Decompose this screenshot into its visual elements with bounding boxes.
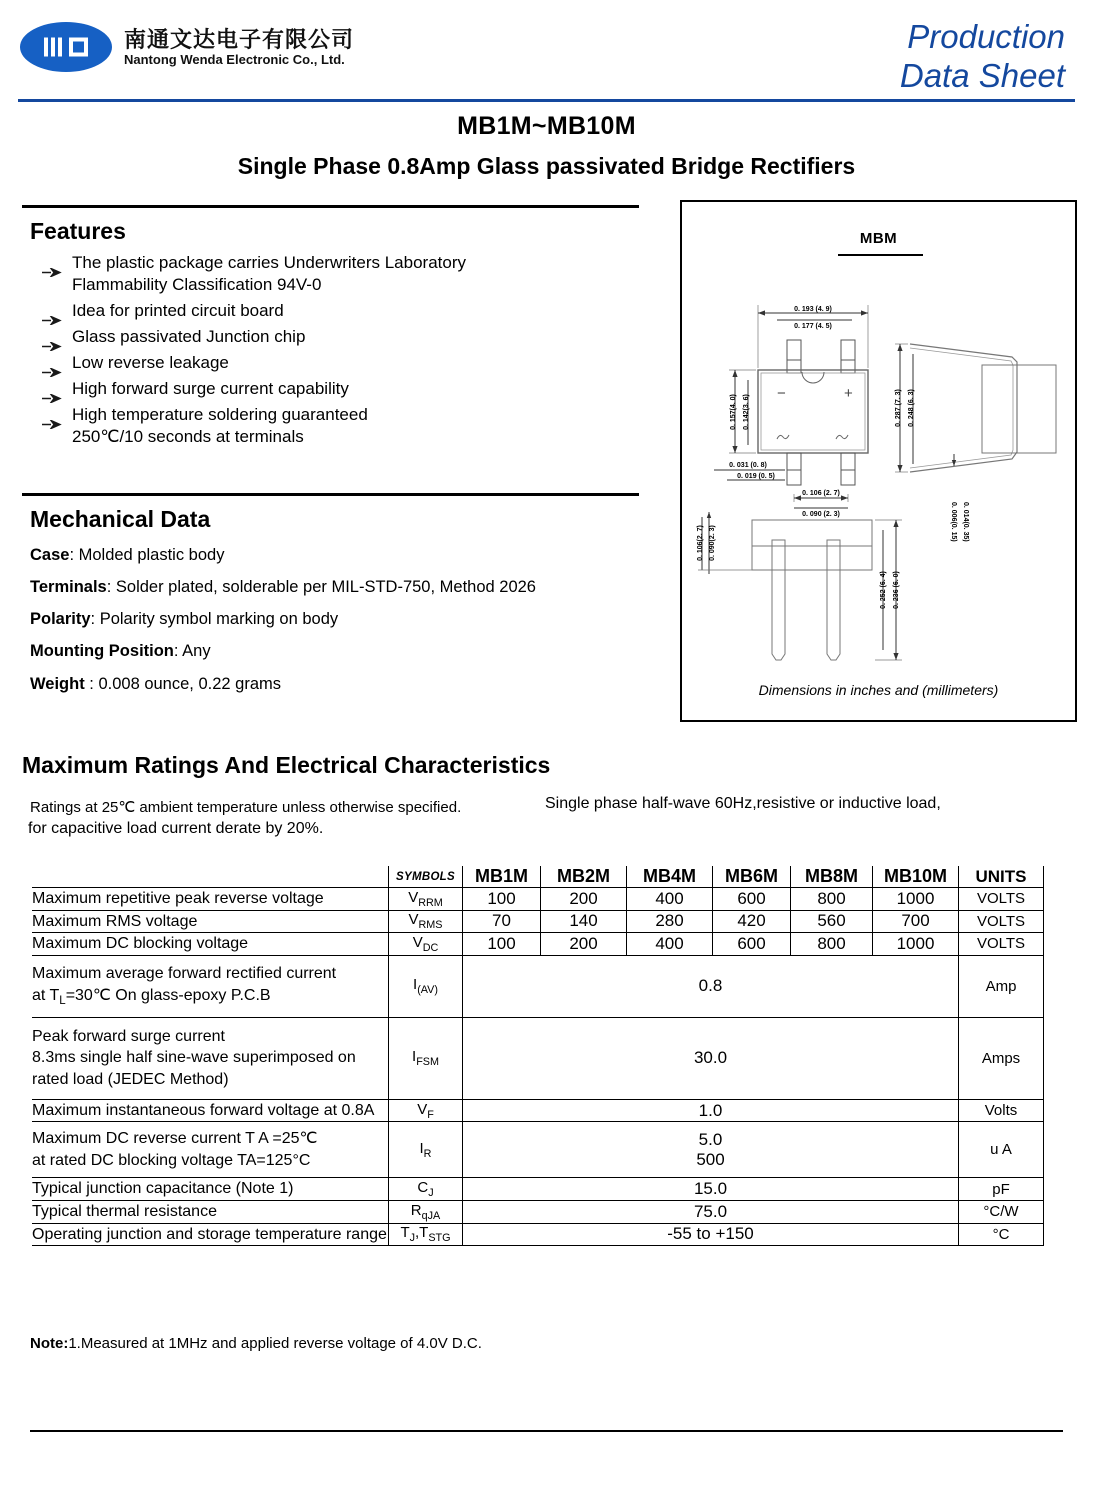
dim-height-max: 0. 157(4. 0) [730, 394, 737, 430]
mech-row [30, 539, 642, 571]
list-item-continuation [42, 425, 642, 450]
mech-label: Mounting Position [30, 642, 174, 661]
mech-value: : Any [173, 642, 211, 661]
row-value: 200 [541, 888, 627, 911]
row-description: Typical junction capacitance (Note 1) [32, 1178, 389, 1201]
footer-divider [30, 1430, 1063, 1432]
row-value: 800 [791, 888, 873, 911]
row-value: 420 [713, 910, 791, 933]
row-symbol: $C_J$ [389, 1178, 463, 1201]
row-value-span: 15.0 [463, 1178, 959, 1201]
row-value: 100 [463, 933, 541, 956]
row-symbol: $I_{(AV)}$ [389, 955, 463, 1017]
feature-text: Glass passivated Junction chip [72, 326, 306, 346]
arrow-bullet-icon [42, 412, 64, 421]
row-description: Operating junction and storage temperature range [32, 1223, 389, 1246]
footnote-text: 1.Measured at 1MHz and applied reverse voltage of 4.0V D.C. [68, 1335, 482, 1352]
ratings-note-c: for capacitive load current derate by 20%. [28, 820, 324, 837]
row-unit: VOLTS [959, 888, 1044, 911]
mechanical-heading: Mechanical Data [30, 505, 211, 532]
feature-text: High forward surge current capability [72, 378, 349, 398]
row-unit: Amps [959, 1017, 1044, 1099]
row-description: Maximum RMS voltage [32, 910, 389, 933]
row-value: 280 [627, 910, 713, 933]
arrow-bullet-icon [42, 260, 64, 269]
row-value-span: 30.0 [463, 1017, 959, 1099]
row-value-line1: 5.0 [698, 1129, 723, 1149]
row-description: Maximum repetitive peak reverse voltage [32, 888, 389, 911]
row-value: 800 [791, 933, 873, 956]
footnote [30, 1335, 482, 1352]
row-description-line2: at $T_L=30℃$ On glass-epoxy P.C.B [32, 986, 271, 1007]
footnote-label: Note: [30, 1335, 69, 1352]
row-description-line3: rated load (JEDEC Method) [32, 1071, 229, 1089]
document-type-line2: Data Sheet [899, 56, 1065, 94]
arrow-bullet-icon [42, 386, 64, 395]
product-subtitle: Single Phase 0.8Amp Glass passivated Bridge Rectifiers [237, 153, 856, 179]
dimensions-caption: Dimensions in inches and (millimeters) [758, 682, 999, 698]
list-item [42, 377, 642, 402]
row-symbol: $T_J,T_{STG}$ [389, 1223, 463, 1246]
left-content-column [22, 205, 642, 700]
feature-text: Low reverse leakage [72, 352, 229, 372]
dim-lead-thk-min: 0. 019 (0. 5) [737, 473, 775, 480]
dim-height-min: 0. 142(3. 6) [743, 394, 750, 430]
mechanical-top-rule [22, 493, 639, 496]
row-symbol: $R_{qJA}$ [389, 1200, 463, 1223]
feature-text-cont: Flammability Classification 94V-0 [72, 274, 322, 294]
ratings-note-b: Single phase half-wave 60Hz,resistive or inductive load, [545, 795, 941, 812]
column-header-part: MB6M [713, 866, 791, 888]
dim-foil-min: 0. 006(0. 15) [950, 502, 957, 542]
wd-logo-icon [20, 22, 112, 72]
row-value: 100 [463, 888, 541, 911]
table-row [32, 1200, 1044, 1223]
row-symbol: $I_R$ [389, 1122, 463, 1178]
mech-row [30, 635, 642, 667]
table-row [32, 1122, 1044, 1178]
table-header-row [32, 866, 1044, 888]
row-value: 600 [713, 933, 791, 956]
package-outline-drawing [680, 200, 1077, 722]
dim-side-h-min: 0. 248 (6. 3) [908, 389, 915, 427]
dim-lead-thk-max: 0. 031 (0. 8) [729, 462, 767, 469]
feature-text: The plastic package carries Underwriters Laboratory [72, 253, 467, 272]
column-header-part: MB2M [541, 866, 627, 888]
mech-row [30, 571, 642, 603]
arrow-bullet-icon [42, 360, 64, 369]
row-description: Maximum instantaneous forward voltage at 0.8A [32, 1099, 389, 1122]
row-symbol: $V_{DC}$ [389, 933, 463, 956]
row-description-line2: 8.3ms single half sine-wave superimposed on [32, 1049, 356, 1067]
header-divider [18, 99, 1075, 102]
dim-lead-w-min: 0. 090 (2. 3) [802, 511, 840, 518]
row-unit: pF [959, 1178, 1044, 1201]
column-header-part: MB10M [873, 866, 959, 888]
mech-row [30, 668, 642, 700]
table-row [32, 1017, 1044, 1099]
row-unit: u A [959, 1122, 1044, 1178]
arrow-bullet-icon [42, 334, 64, 343]
table-row [32, 933, 1044, 956]
features-heading: Features [30, 218, 126, 244]
column-header-part: MB1M [463, 866, 541, 888]
mech-value: : 0.008 ounce, 0.22 grams [84, 674, 281, 693]
row-unit: Amp [959, 955, 1044, 1017]
dim-width-min: 0. 177 (4. 5) [794, 323, 832, 330]
row-value-span: 75.0 [463, 1200, 959, 1223]
column-header-units: UNITS [959, 866, 1044, 888]
row-value-span [463, 1122, 959, 1178]
mech-label: Weight [30, 674, 85, 693]
row-unit: °C/W [959, 1200, 1044, 1223]
dim-side-h-max: 0. 287 (7. 3) [895, 389, 902, 427]
page-header [0, 0, 1093, 100]
row-description-line1: Peak forward surge current [32, 1027, 225, 1045]
table-row [32, 955, 1044, 1017]
mechanical-data-section [22, 506, 642, 700]
ratings-heading: Maximum Ratings And Electrical Characteristics [22, 752, 551, 778]
list-item [42, 325, 642, 350]
row-description: Typical thermal resistance [32, 1200, 389, 1223]
list-item-continuation [42, 273, 642, 298]
table-row [32, 888, 1044, 911]
feature-text: Idea for printed circuit board [72, 300, 284, 320]
arrow-bullet-icon [42, 308, 64, 317]
mech-label: Terminals [30, 578, 107, 597]
row-symbol: $V_F$ [389, 1099, 463, 1122]
list-item [42, 299, 642, 324]
dim-width-max: 0. 193 (4. 9) [794, 306, 832, 313]
row-unit: VOLTS [959, 933, 1044, 956]
mech-value: : Molded plastic body [69, 545, 225, 564]
row-unit: °C [959, 1223, 1044, 1246]
column-header-symbols: SYMBOLS [389, 866, 463, 888]
row-description [32, 1122, 389, 1178]
mech-label: Polarity [30, 610, 91, 629]
row-description-line1: Maximum DC reverse current T A =25℃ [32, 1130, 318, 1148]
mech-value: : Polarity symbol marking on body [90, 610, 339, 629]
row-value-span: 0.8 [463, 955, 959, 1017]
package-name-label: MBM [859, 230, 898, 247]
table-row [32, 910, 1044, 933]
ratings-note-a: Ratings at 25℃ ambient temperature unless otherwise specified. [30, 799, 462, 816]
row-value-span: -55 to +150 [463, 1223, 959, 1246]
column-header-part: MB4M [627, 866, 713, 888]
row-value: 400 [627, 933, 713, 956]
dim-body-d-max: 0. 252 (6. 4) [880, 571, 887, 609]
mech-row [30, 603, 642, 635]
list-item [42, 351, 642, 376]
row-value-line2: 500 [696, 1149, 725, 1169]
row-description [32, 955, 389, 1017]
company-logo-block [20, 22, 354, 72]
table-row [32, 1223, 1044, 1246]
company-name-en: Nantong Wenda Electronic Co., Ltd. [124, 51, 345, 67]
mech-value: : Solder plated, solderable per MIL-STD-750, Method 2026 [106, 578, 536, 597]
row-description-line1: Maximum average forward rectified current [32, 965, 337, 983]
row-value-span: 1.0 [463, 1099, 959, 1122]
features-top-rule [22, 205, 639, 208]
specifications-table [32, 866, 1044, 1246]
table-row [32, 1099, 1044, 1122]
row-symbol: $V_{RRM}$ [389, 888, 463, 911]
page-title [0, 112, 1093, 180]
row-value: 1000 [873, 888, 959, 911]
column-header-part: MB8M [791, 866, 873, 888]
feature-text-cont: 250℃/10 seconds at terminals [72, 426, 304, 446]
row-value: 70 [463, 910, 541, 933]
row-value: 400 [627, 888, 713, 911]
table-row [32, 1178, 1044, 1201]
company-name-cn: 南通文达电子有限公司 [124, 26, 355, 52]
package-drawing-svg [682, 202, 1079, 724]
feature-text: High temperature soldering guaranteed [72, 404, 368, 424]
dim-lead-w-max: 0. 106 (2. 7) [802, 490, 840, 497]
row-value: 560 [791, 910, 873, 933]
dim-pitch-min: 0. 090(2. 3) [709, 525, 716, 561]
mech-label: Case [30, 545, 70, 564]
row-value: 200 [541, 933, 627, 956]
features-list [22, 251, 642, 450]
row-unit: VOLTS [959, 910, 1044, 933]
row-unit: Volts [959, 1099, 1044, 1122]
row-value: 700 [873, 910, 959, 933]
row-symbol: $V_{RMS}$ [389, 910, 463, 933]
row-value: 140 [541, 910, 627, 933]
row-description: Maximum DC blocking voltage [32, 933, 389, 956]
document-type-label [900, 18, 1065, 96]
document-type-line1: Production [907, 18, 1065, 55]
dim-foil-max: 0. 014(0. 35) [962, 502, 969, 542]
polarity-minus-symbol: − [777, 385, 786, 402]
dim-body-d-min: 0. 236 (6. 0) [893, 571, 900, 609]
part-range-title: MB1M~MB10M [457, 112, 636, 140]
dim-pitch-max: 0. 106(2. 7) [697, 525, 704, 561]
row-value: 1000 [873, 933, 959, 956]
polarity-plus-symbol: + [844, 385, 853, 402]
row-symbol: $I_{FSM}$ [389, 1017, 463, 1099]
row-description [32, 1017, 389, 1099]
row-description-line2: at rated DC blocking voltage TA=125°C [32, 1151, 311, 1169]
row-value: 600 [713, 888, 791, 911]
